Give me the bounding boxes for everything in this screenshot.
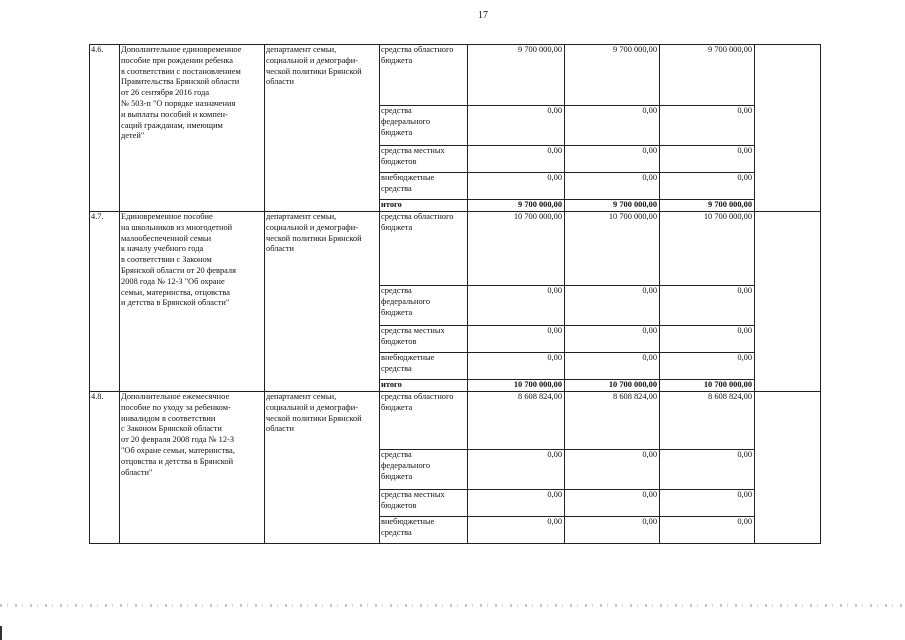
- amount-year-2: 0,00: [565, 353, 660, 380]
- funding-source: средства федерального бюджета: [380, 286, 468, 326]
- amount-year-3: 8 608 824,00: [660, 392, 755, 450]
- amount-year-1: 0,00: [468, 286, 565, 326]
- amount-year-1: 10 700 000,00: [468, 212, 565, 286]
- amount-year-2: 0,00: [565, 173, 660, 200]
- funding-source: средства федерального бюджета: [380, 106, 468, 146]
- funding-source: средства местных бюджетов: [380, 146, 468, 173]
- funding-source: средства местных бюджетов: [380, 490, 468, 517]
- amount-year-1: 0,00: [468, 146, 565, 173]
- amount-year-3: 0,00: [660, 450, 755, 490]
- empty-cell: [755, 212, 821, 392]
- amount-year-3: 0,00: [660, 490, 755, 517]
- section-number: 4.7.: [90, 212, 120, 392]
- amount-year-2: 0,00: [565, 490, 660, 517]
- empty-cell: [755, 392, 821, 544]
- amount-year-3: 0,00: [660, 326, 755, 353]
- amount-year-1: 0,00: [468, 353, 565, 380]
- amount-year-3: 0,00: [660, 286, 755, 326]
- amount-year-2: 8 608 824,00: [565, 392, 660, 450]
- amount-year-3: 0,00: [660, 353, 755, 380]
- funding-source: средства областного бюджета: [380, 212, 468, 286]
- empty-cell: [755, 45, 821, 212]
- funding-source: внебюджетные средства: [380, 517, 468, 544]
- amount-year-1: 9 700 000,00: [468, 45, 565, 106]
- total-year-3: 10 700 000,00: [660, 380, 755, 392]
- scan-noise-line: [0, 604, 905, 607]
- total-label: итого: [380, 200, 468, 212]
- total-year-2: 10 700 000,00: [565, 380, 660, 392]
- amount-year-1: 0,00: [468, 173, 565, 200]
- total-year-1: 10 700 000,00: [468, 380, 565, 392]
- amount-year-3: 0,00: [660, 517, 755, 544]
- executor-name: департамент семьи, социальной и демографи- ческой политики Брянской области: [265, 392, 380, 544]
- amount-year-2: 0,00: [565, 450, 660, 490]
- section-number: 4.8.: [90, 392, 120, 544]
- amount-year-2: 10 700 000,00: [565, 212, 660, 286]
- funding-source: внебюджетные средства: [380, 173, 468, 200]
- amount-year-3: 0,00: [660, 106, 755, 146]
- table-row: [90, 45, 821, 106]
- amount-year-2: 0,00: [565, 286, 660, 326]
- amount-year-3: 0,00: [660, 173, 755, 200]
- page-number: 17: [478, 10, 488, 21]
- funding-source: средства областного бюджета: [380, 392, 468, 450]
- amount-year-1: 8 608 824,00: [468, 392, 565, 450]
- table-row: [90, 212, 821, 286]
- amount-year-1: 0,00: [468, 517, 565, 544]
- executor-name: департамент семьи, социальной и демографи- ческой политики Брянской области: [265, 212, 380, 392]
- amount-year-1: 0,00: [468, 326, 565, 353]
- funding-source: средства федерального бюджета: [380, 450, 468, 490]
- scan-edge-mark: [0, 626, 2, 640]
- table-row: [90, 392, 821, 450]
- budget-table: [89, 44, 821, 544]
- total-year-1: 9 700 000,00: [468, 200, 565, 212]
- measure-name: Дополнительное ежемесячное пособие по уходу за ребенком- инвалидом в соответствии с Законом Брянской области от 20 февраля 2008 года № 12-З "Об охране семьи, материнства, отцовства и детства в Брянской области": [120, 392, 265, 544]
- section-number: 4.6.: [90, 45, 120, 212]
- amount-year-2: 0,00: [565, 517, 660, 544]
- amount-year-2: 0,00: [565, 146, 660, 173]
- funding-source: средства областного бюджета: [380, 45, 468, 106]
- amount-year-1: 0,00: [468, 450, 565, 490]
- amount-year-2: 0,00: [565, 326, 660, 353]
- funding-source: внебюджетные средства: [380, 353, 468, 380]
- amount-year-1: 0,00: [468, 490, 565, 517]
- funding-source: средства местных бюджетов: [380, 326, 468, 353]
- total-year-2: 9 700 000,00: [565, 200, 660, 212]
- amount-year-2: 9 700 000,00: [565, 45, 660, 106]
- measure-name: Дополнительное единовременное пособие при рождении ребенка в соответствии с постановлением Правительства Брянской области от 26 сентября 2016 года № 503-п "О порядке назначения и выплаты пособий и компен- саций гражданам, имеющим детей": [120, 45, 265, 212]
- executor-name: департамент семьи, социальной и демографи- ческой политики Брянской области: [265, 45, 380, 212]
- amount-year-3: 9 700 000,00: [660, 45, 755, 106]
- amount-year-3: 10 700 000,00: [660, 212, 755, 286]
- amount-year-1: 0,00: [468, 106, 565, 146]
- amount-year-2: 0,00: [565, 106, 660, 146]
- total-label: итого: [380, 380, 468, 392]
- measure-name: Единовременное пособие на школьников из многодетной малообеспеченной семьи к началу учебного года в соответствии с Законом Брянской области от 20 февраля 2008 года № 12-З "Об охране семьи, материнства, отцовства и детства в Брянской области": [120, 212, 265, 392]
- amount-year-3: 0,00: [660, 146, 755, 173]
- total-year-3: 9 700 000,00: [660, 200, 755, 212]
